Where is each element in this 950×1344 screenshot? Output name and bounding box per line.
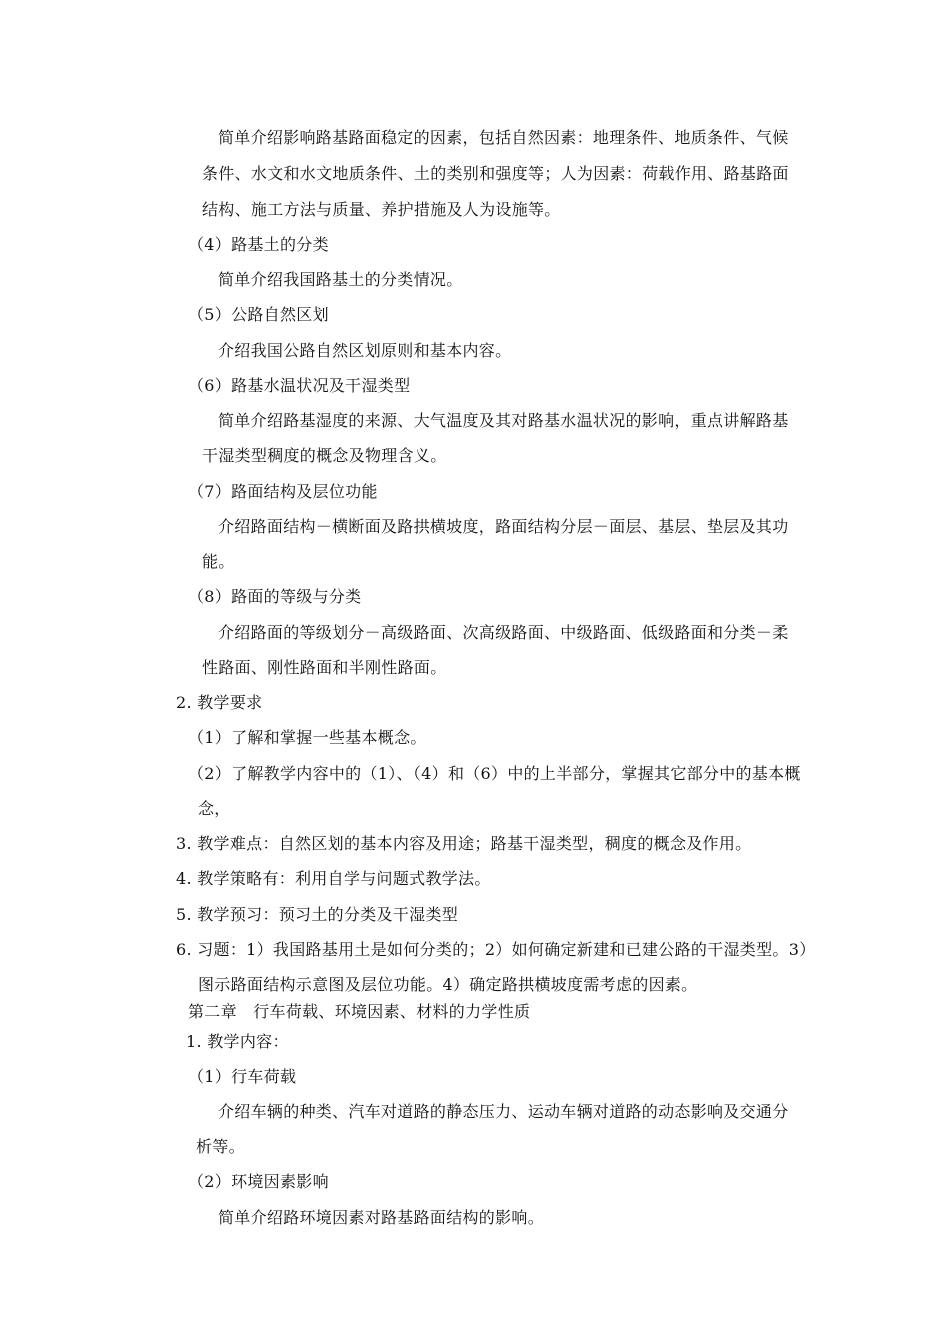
section-heading: 4. 教学策略有：利用自学与问题式教学法。 bbox=[176, 869, 491, 888]
chapter-title: 第二章 行车荷载、环境因素、材料的力学性质 bbox=[188, 1002, 531, 1021]
paragraph-line: 念， bbox=[198, 799, 231, 818]
paragraph-line: 介绍路面结构－横断面及路拱横坡度，路面结构分层－面层、基层、垫层及其功 bbox=[218, 517, 789, 536]
paragraph-line: 条件、水文和水文地质条件、土的类别和强度等；人为因素：荷载作用、路基路面 bbox=[202, 164, 789, 183]
list-item: （1）了解和掌握一些基本概念。 bbox=[188, 728, 427, 747]
subsection-heading: （8）路面的等级与分类 bbox=[188, 587, 362, 606]
paragraph-line: 析等。 bbox=[196, 1137, 245, 1156]
paragraph-line: 结构、施工方法与质量、养护措施及人为设施等。 bbox=[202, 200, 561, 219]
subsection-heading: （5）公路自然区划 bbox=[188, 305, 329, 324]
paragraph-line: 简单介绍我国路基土的分类情况。 bbox=[218, 270, 463, 289]
subsection-heading: （2）环境因素影响 bbox=[188, 1172, 329, 1191]
paragraph-line: 简单介绍影响路基路面稳定的因素，包括自然因素：地理条件、地质条件、气候 bbox=[218, 128, 789, 147]
section-heading: 1. 教学内容： bbox=[186, 1032, 289, 1051]
paragraph-line: 介绍车辆的种类、汽车对道路的静态压力、运动车辆对道路的动态影响及交通分 bbox=[218, 1102, 789, 1121]
paragraph-line: 性路面、刚性路面和半刚性路面。 bbox=[202, 658, 447, 677]
subsection-heading: （7）路面结构及层位功能 bbox=[188, 482, 378, 501]
paragraph-line: 简单介绍路基湿度的来源、大气温度及其对路基水温状况的影响，重点讲解路基 bbox=[218, 411, 789, 430]
paragraph-line: 介绍我国公路自然区划原则和基本内容。 bbox=[218, 341, 512, 360]
subsection-heading: （6）路基水温状况及干湿类型 bbox=[188, 376, 411, 395]
paragraph-line: 干湿类型稠度的概念及物理含义。 bbox=[202, 446, 447, 465]
paragraph-line: 简单介绍路环境因素对路基路面结构的影响。 bbox=[218, 1208, 545, 1227]
paragraph-line: 能。 bbox=[202, 552, 235, 571]
paragraph-line: 图示路面结构示意图及层位功能。4）确定路拱横坡度需考虑的因素。 bbox=[198, 975, 698, 994]
section-heading: 6. 习题：1）我国路基用土是如何分类的；2）如何确定新建和已建公路的干湿类型。3） bbox=[176, 940, 816, 959]
section-heading: 2. 教学要求 bbox=[176, 693, 263, 712]
subsection-heading: （1）行车荷载 bbox=[188, 1067, 297, 1086]
subsection-heading: （4）路基土的分类 bbox=[188, 235, 329, 254]
list-item: （2）了解教学内容中的（1）、（4）和（6）中的上半部分，掌握其它部分中的基本概 bbox=[188, 764, 801, 783]
section-heading: 5. 教学预习：预习土的分类及干湿类型 bbox=[176, 905, 459, 924]
section-heading: 3. 教学难点：自然区划的基本内容及用途；路基干湿类型，稠度的概念及作用。 bbox=[176, 834, 752, 853]
paragraph-line: 介绍路面的等级划分－高级路面、次高级路面、中级路面、低级路面和分类－柔 bbox=[218, 623, 789, 642]
